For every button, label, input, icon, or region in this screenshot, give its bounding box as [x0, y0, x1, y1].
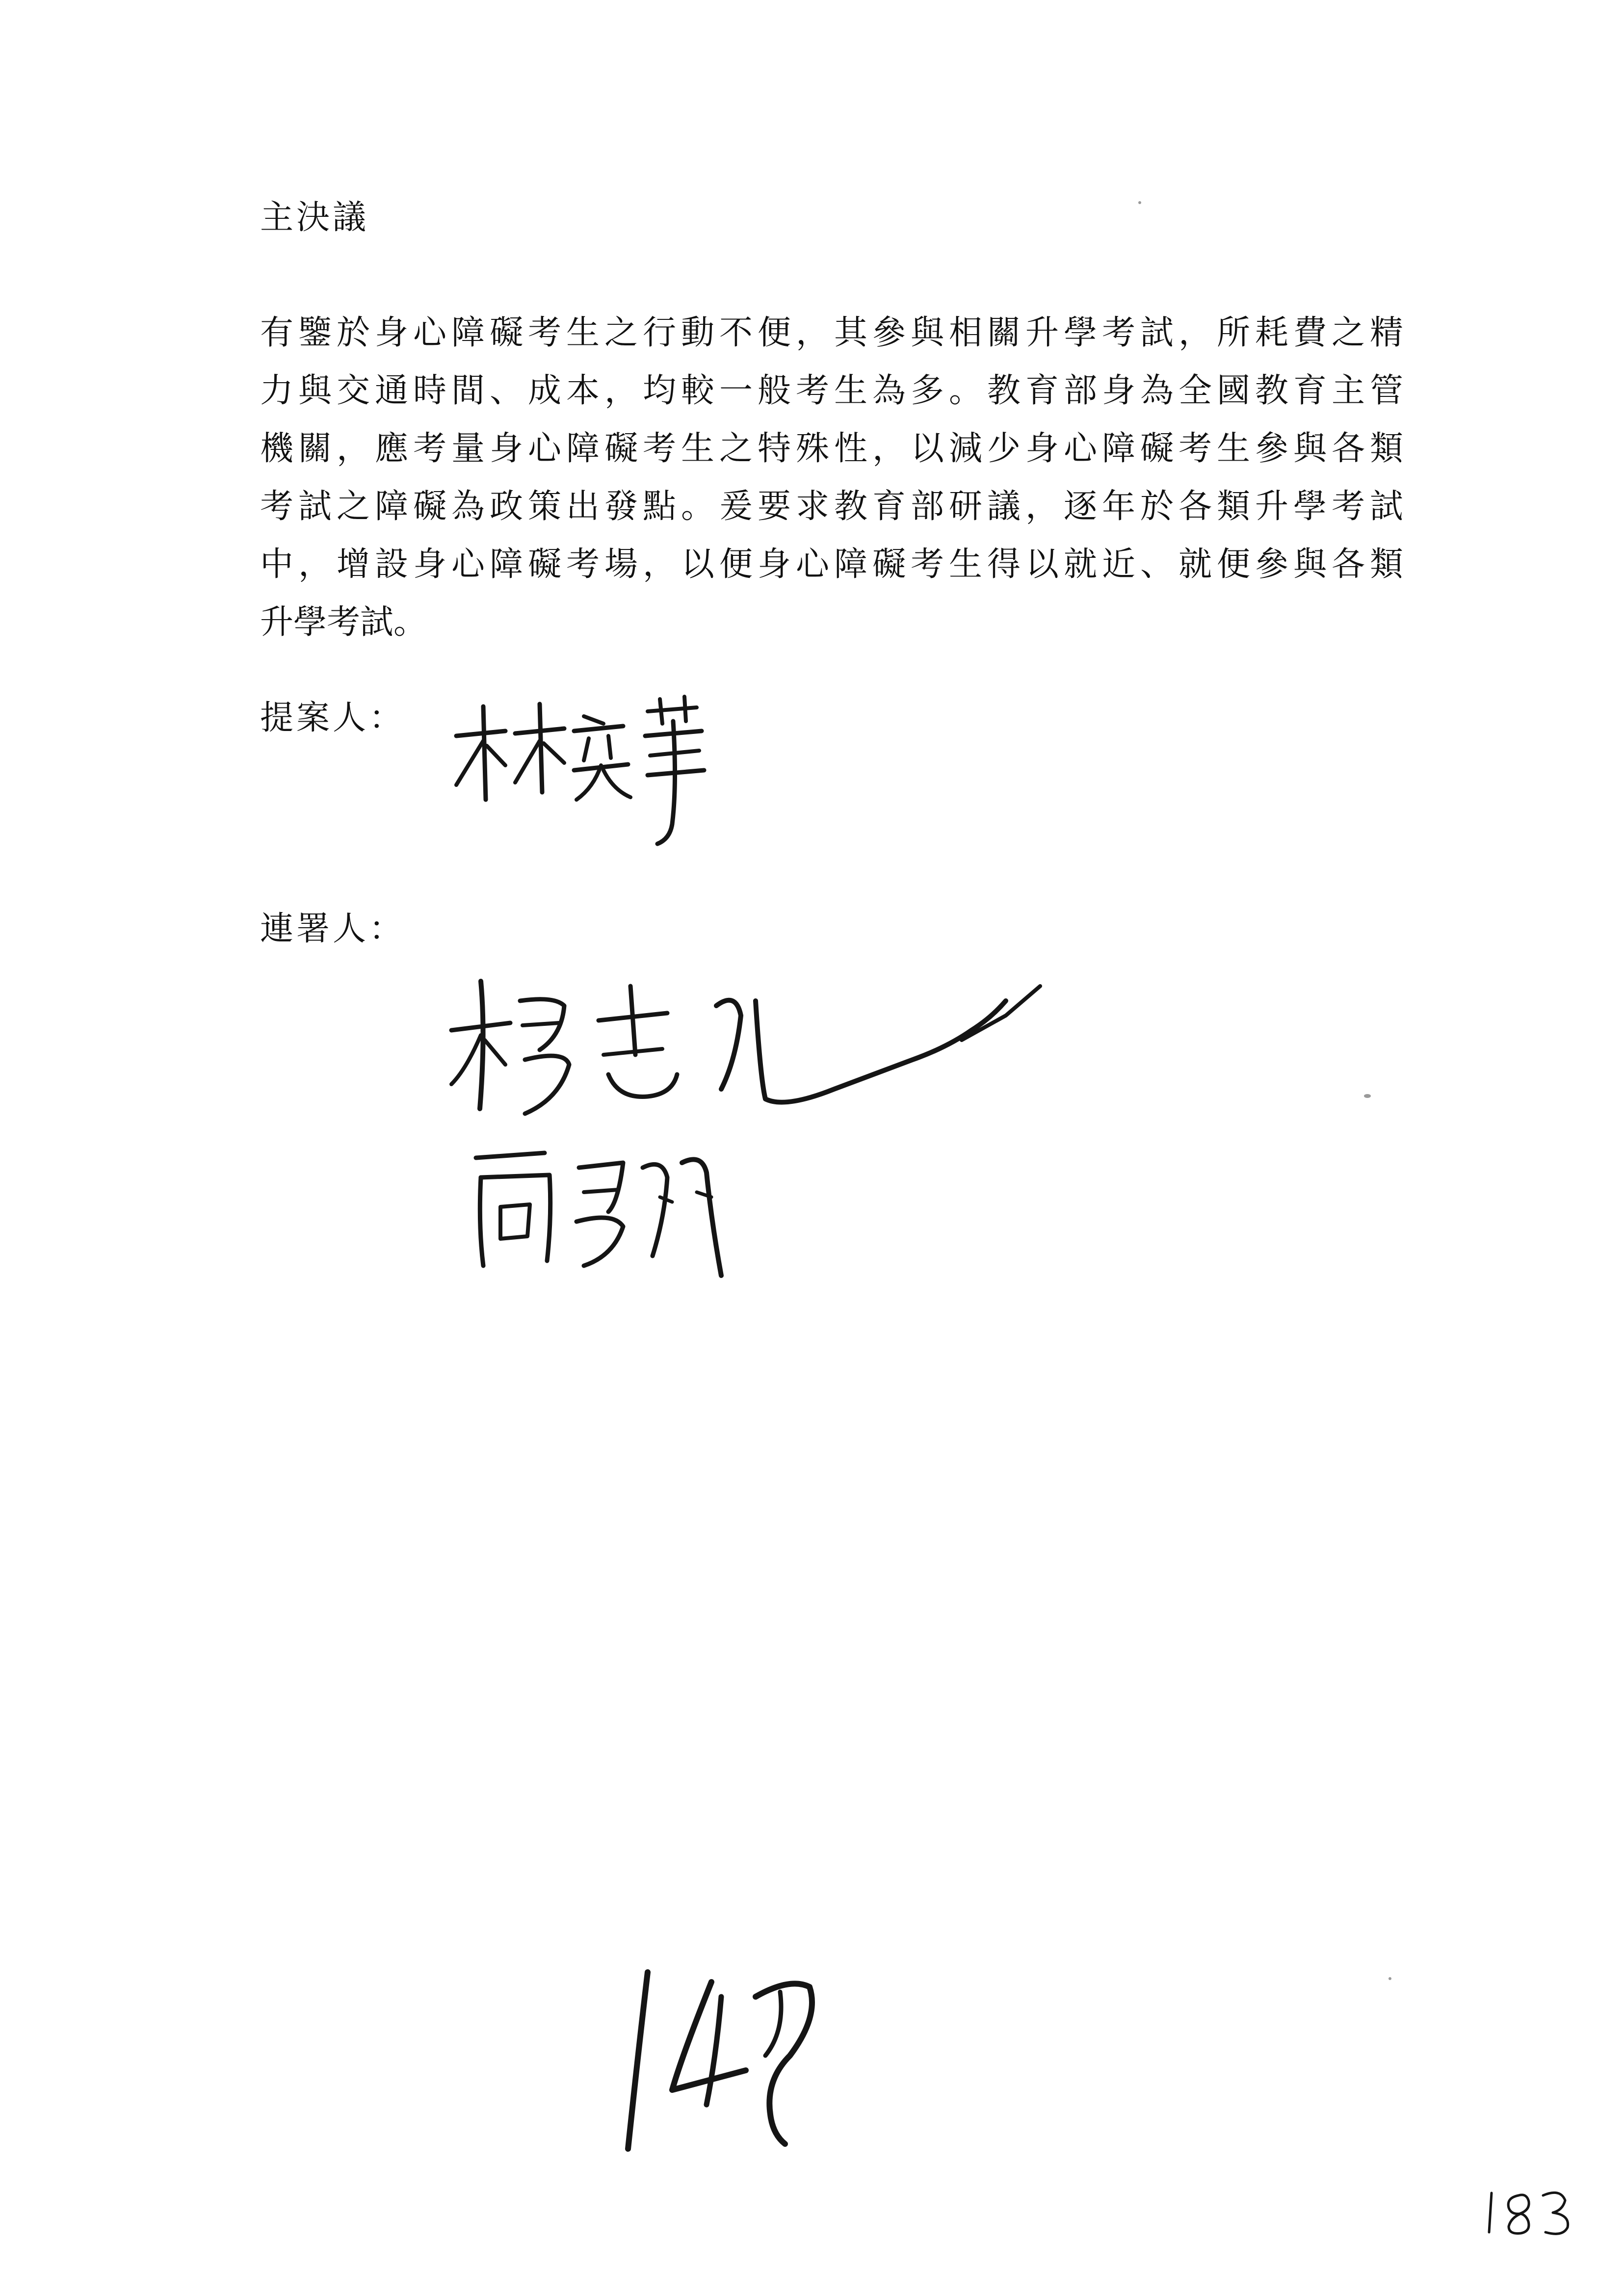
- cosigner-label: 連署人：: [260, 910, 406, 948]
- body-line: 力與交通時間、成本，均較一般考生為多。教育部身為全國教育主管: [260, 371, 1403, 410]
- handwritten-page-number: [618, 1957, 854, 2164]
- body-line: 升學考試。: [260, 603, 427, 642]
- body-line: 機關，應考量身心障礙考生之特殊性，以減少身心障礙考生參與各類: [260, 429, 1403, 468]
- body-line: 中，增設身心障礙考場，以便身心障礙考生得以就近、就便參與各類: [260, 545, 1403, 584]
- proposer-signature: [442, 677, 756, 854]
- body-line: 考試之障礙為政策出發點。爰要求教育部研議，逐年於各類升學考試: [260, 487, 1403, 526]
- proposer-label: 提案人：: [260, 699, 406, 737]
- scan-speck: [1388, 1977, 1391, 1980]
- scan-speck: [1364, 1094, 1371, 1098]
- cosigner-signature: [466, 1138, 770, 1285]
- resolution-body: [260, 304, 1403, 652]
- document-heading: 主決議: [260, 198, 369, 237]
- body-line: 有鑒於身心障礙考生之行動不便，其參與相關升學考試，所耗費之精: [260, 313, 1403, 352]
- scan-speck: [1138, 201, 1141, 204]
- corner-page-number: [1482, 2183, 1580, 2242]
- cosigner-signature: [442, 962, 1060, 1138]
